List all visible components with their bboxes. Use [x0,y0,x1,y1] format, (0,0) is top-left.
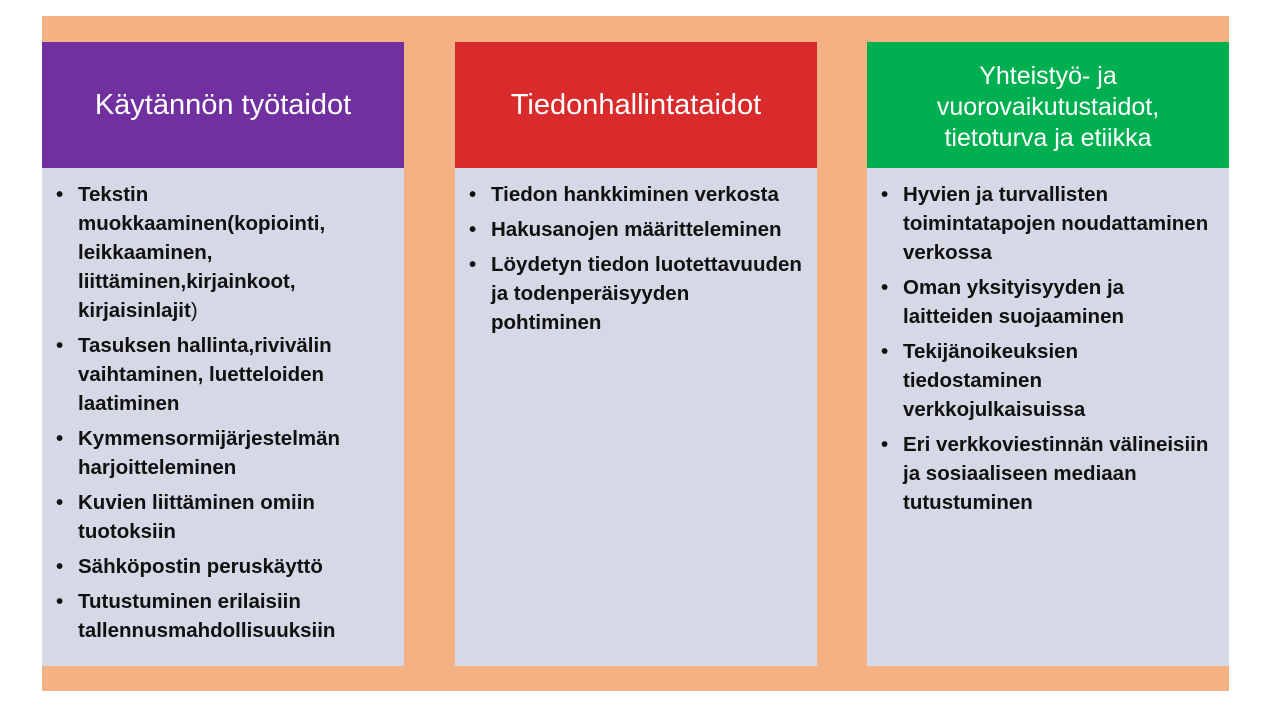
list-item-text: Eri verkkoviestinnän välineisiin ja sosiaaliseen mediaan tutustuminen [903,433,1209,514]
column-title-line: tietoturva ja etiikka [944,123,1152,152]
bullet-icon: • [56,427,64,450]
list-item [56,331,390,418]
column-body [42,168,404,645]
list-item-text: Löydetyn tiedon luotettavuuden ja todenperäisyyden pohtiminen [491,253,802,334]
column-title-line: Käytännön työtaidot [94,89,352,121]
list-item [469,250,803,337]
bullet-icon: • [469,218,477,241]
column-header [867,42,1229,168]
list-item [881,337,1215,424]
list-item [56,587,390,645]
bullet-icon: • [881,433,889,456]
list-item [56,488,390,546]
list-item-text: Tasuksen hallinta,rivivälin vaihtaminen, luetteloiden laatiminen [78,334,332,415]
bullet-icon: • [881,276,889,299]
list-item-text: Hyvien ja turvallisten toimintatapojen noudattaminen verkossa [903,183,1209,264]
list-item [56,180,390,325]
list-item-text: Tekstin muokkaaminen(kopiointi, leikkaaminen, liittäminen,kirjainkoot, kirjaisinlajit [78,183,326,322]
bullet-icon: • [56,334,64,357]
list-item-text-tail: ) [190,299,198,322]
column-title-line: Tiedonhallintataidot [510,89,762,121]
column-body [455,168,817,337]
list-item-text: Tutustuminen erilaisiin tallennusmahdollisuuksiin [78,590,336,642]
bullet-list [881,180,1215,517]
column-body [867,168,1229,517]
column-header [42,42,404,168]
bullet-list [469,180,803,337]
bullet-icon: • [469,183,477,206]
list-item-text: Tiedon hankkiminen verkosta [491,183,779,206]
column-header [455,42,817,168]
column-title-line: Yhteistyö- ja [979,61,1117,90]
bullet-icon: • [56,590,64,613]
list-item [56,424,390,482]
list-item-text: Tekijänoikeuksien tiedostaminen verkkojulkaisuissa [903,340,1086,421]
bullet-icon: • [56,183,64,206]
bullet-list [56,180,390,645]
column-title-line: vuorovaikutustaidot, [936,92,1160,121]
bullet-icon: • [469,253,477,276]
list-item [881,180,1215,267]
bullet-icon: • [881,340,889,363]
list-item [56,552,390,581]
list-item [469,215,803,244]
list-item-text: Oman yksityisyyden ja laitteiden suojaaminen [903,276,1125,328]
column-collaboration-security-ethics [867,42,1229,666]
bullet-icon: • [56,491,64,514]
column-practical-skills [42,42,404,666]
list-item-text: Kuvien liittäminen omiin tuotoksiin [78,491,315,543]
list-item [881,430,1215,517]
list-item [881,273,1215,331]
list-item-text: Sähköpostin peruskäyttö [78,555,323,578]
list-item [469,180,803,209]
bullet-icon: • [56,555,64,578]
bullet-icon: • [881,183,889,206]
list-item-text: Hakusanojen määritteleminen [491,218,782,241]
column-information-management [455,42,817,666]
list-item-text: Kymmensormijärjestelmän harjoitteleminen [78,427,341,479]
